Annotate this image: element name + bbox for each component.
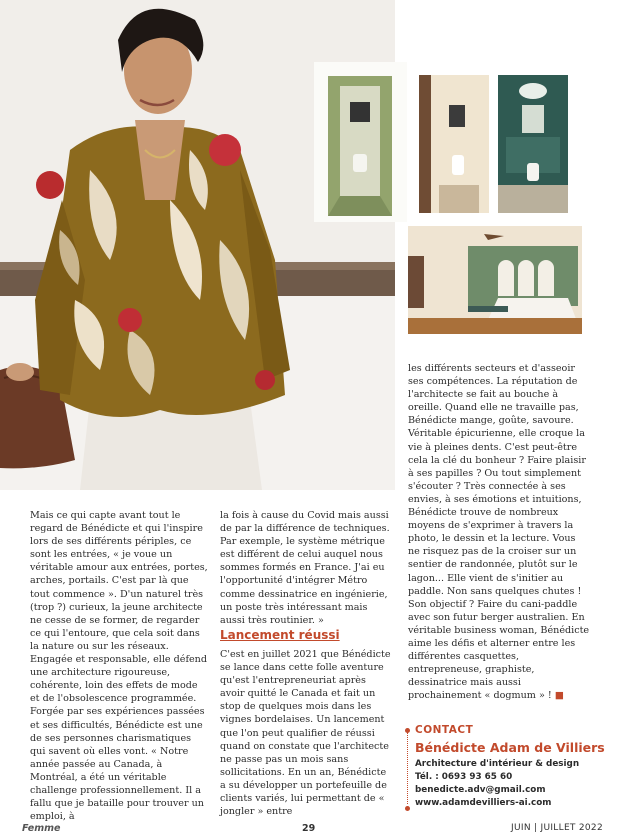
paragraph-right	[408, 362, 590, 702]
contact-dotted-line	[407, 732, 412, 804]
bathroom-photo-illustration	[419, 75, 489, 213]
green-bathroom-image	[498, 75, 568, 213]
magazine-brand: Femme	[22, 823, 61, 834]
contact-phone: Tél. : 0693 93 65 60	[415, 772, 513, 782]
article-column-middle	[220, 509, 392, 818]
issue-date: JUIN | JUILLET 2022	[511, 823, 603, 833]
paragraph-right-text: les différents secteurs et d'asseoir ses compétences. La réputation de l'architecte se fait au bouche à oreille. Quand elle ne travaille pas, Bénédicte mange, goûte, savoure. Véritable épicurienne, elle croque la vie à pleines dents. C'est peut-être cela la clé du bonheur ? Faire plaisir à ses papilles ? Ou tout simplement s'écouter ? Très connectée à ses envies, à ses émotions et intuitions, Bénédicte trouve de nombreux moyens de s'exprimer à travers la photo, le dessin et la lecture. Vous ne risquez pas de la croiser sur un sentier de randonnée, plutôt sur le lagon... Elle vient de s'initier au paddle. Non sans quelques chutes ! Son objectif ? Faire du cani-paddle avec son futur berger australien. En véritable business woman, Bénédicte aime les défis et alterner entre les différentes casquettes, entrepreneuse, graphiste, dessinatrice mais aussi prochainement « dogmum » !	[408, 363, 590, 702]
green-bathroom-illustration	[498, 75, 568, 213]
section-title: Lancement réussi	[220, 627, 340, 642]
page-number: 29	[302, 823, 316, 834]
contact-title: CONTACT	[415, 724, 474, 736]
contact-dot-bottom	[405, 806, 410, 811]
article-column-right	[408, 362, 590, 702]
article-column-left	[30, 509, 208, 823]
bathroom-sketch-illustration	[314, 62, 407, 222]
contact-role: Architecture d'intérieur & design	[415, 759, 580, 769]
end-mark: ■	[554, 690, 564, 702]
paragraph-middle-bottom: C'est en juillet 2021 que Bénédicte se lance dans cette folle aventure qu'est l'entrepreneuriat après avoir quitté le Canada et fait un stop de quelques mois dans les vignes bordelaises. Un lancement que l'on peut qualifier de réussi quand on constate que l'architecte ne passe pas un mois sans sollicitations. En un an, Bénédicte a su développer un portefeuille de clients variés, lui permettant de « jongler » entre	[220, 648, 391, 818]
contact-email[interactable]: benedicte.adv@gmail.com	[415, 785, 546, 795]
page-footer	[0, 821, 617, 837]
bedroom-render-illustration	[408, 226, 582, 334]
contact-name: Bénédicte Adam de Villiers	[415, 740, 605, 755]
bedroom-render-image	[408, 226, 582, 334]
contact-dot-top	[405, 728, 410, 733]
bathroom-photo-image	[419, 75, 489, 213]
bathroom-sketch-image	[314, 62, 407, 222]
paragraph-left: Mais ce qui capte avant tout le regard de Bénédicte et qui l'inspire lors de ses différents périples, ce sont les entrées, « je voue un véritable amour aux entrées, portes, arches, portails. C'est par là que tout commence ». D'un naturel très (trop ?) curieux, la jeune architecte ne cesse de se former, de regarder ce qui l'entoure, que cela soit dans la nature ou sur les réseaux. Engagée et responsable, elle défend une architecture rigoureuse, cohérente, loin des effets de mode et de l'obsolescence programmée. Forgée par ses expériences passées et ses difficultés, Bénédicte est une de ses personnes charismatiques qui savent où elles vont. « Notre année passée au Canada, à Montréal, a été un véritable challenge professionnellement. Il a fallu que je bataille pour trouver un emploi, à	[30, 510, 208, 823]
paragraph-middle-top: la fois à cause du Covid mais aussi de par la différence de techniques. Par exemple, le système métrique est différent de celui auquel nous sommes formés en France. J'ai eu l'opportunité d'intégrer Métro comme dessinatrice en ingénierie, un poste très intéressant mais aussi très routinier. »	[220, 510, 390, 626]
contact-website[interactable]: www.adamdevilliers-ai.com	[415, 798, 552, 808]
